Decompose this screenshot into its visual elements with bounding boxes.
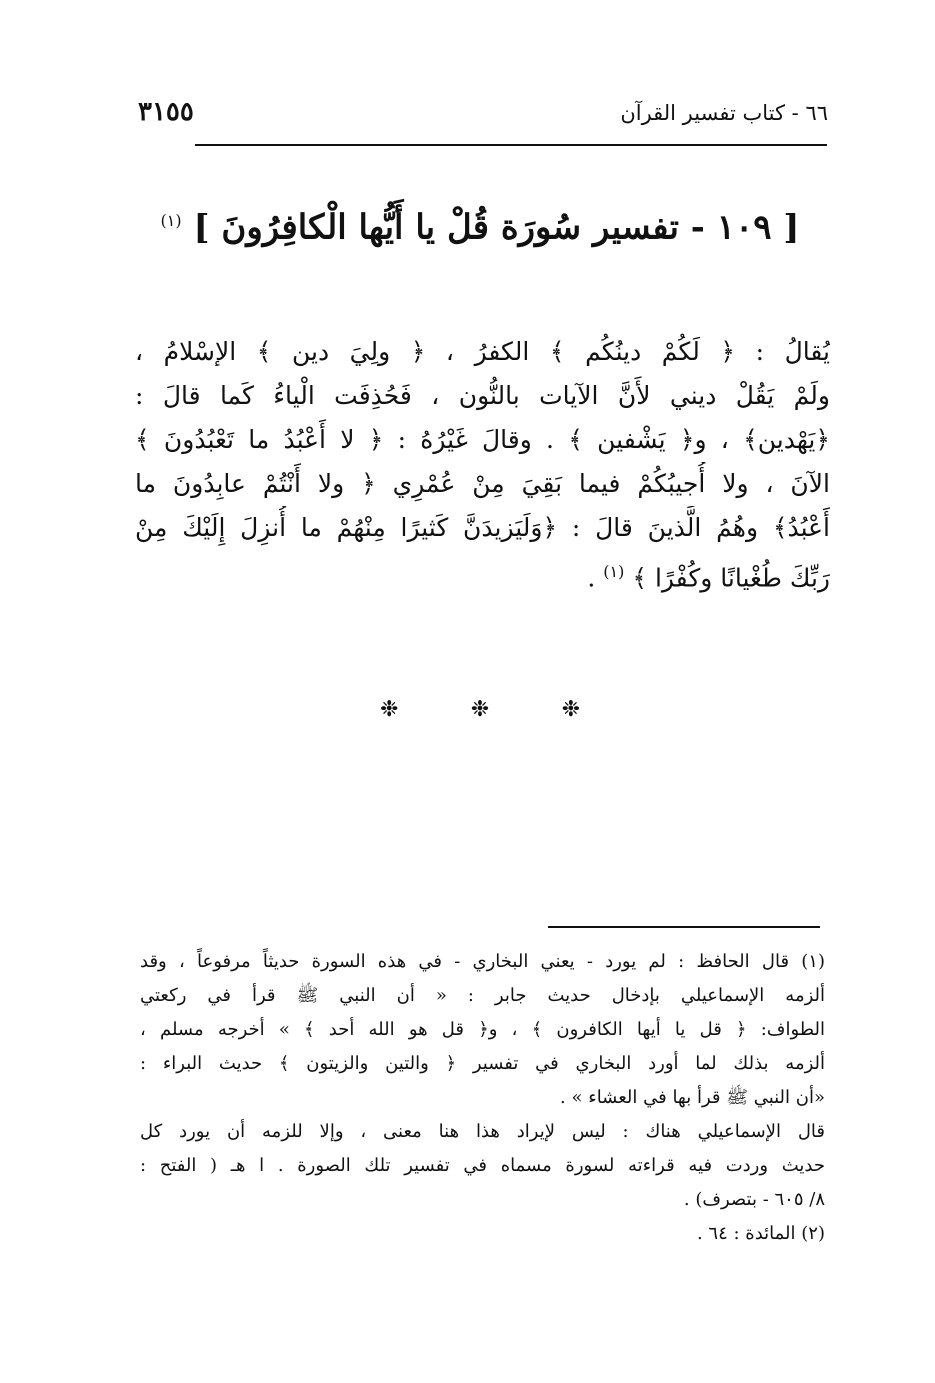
- text-line: يُقالُ : ﴿ لَكُمْ دينُكُم ﴾ الكفرُ ، ﴿ ولِيَ دين ﴾ الإسْلامُ ،: [135, 337, 830, 366]
- line-end-period: .: [587, 563, 596, 593]
- page-number: ٣١٥٥: [138, 97, 194, 127]
- footnote-line: ٨/ ٦٠٥ - بتصرف) .: [683, 1189, 825, 1210]
- footnote-line: ألزمه الإسماعيلي بإدخال حديث جابر : « أن النبي ﷺ قرأ في ركعتي: [140, 985, 825, 1006]
- body-footnote-ref: (١): [603, 562, 625, 581]
- footnote-line: ألزمه بذلك لما أورد البخاري في تفسير ﴿ والتين والزيتون ﴾ حديث البراء :: [140, 1053, 825, 1074]
- title-footnote-ref: (١): [160, 211, 182, 230]
- footnote-line: (٢) المائدة : ٦٤ .: [696, 1223, 825, 1244]
- header-rule: [195, 144, 827, 146]
- flower-ornament-icon: ❉: [561, 697, 580, 722]
- running-header: [138, 98, 828, 138]
- surah-title-text: [ ١٠٩ - تفسير سُورَة قُلْ يا أَيُّها الْكافِرُونَ ]: [193, 207, 800, 248]
- text-line-last: [135, 550, 830, 600]
- surah-title: [150, 195, 810, 253]
- footnote-line: حديث وردت فيه قراءته لسورة مسماه في تفسير تلك الصورة . ا هـ ( الفتح :: [140, 1155, 825, 1176]
- footnote-line: (١) قال الحافظ : لم يورد - يعني البخاري - في هذه السورة حديثاً مرفوعاً ، وقد: [140, 951, 825, 972]
- footnote-line: قال الإسماعيلي هناك : ليس لإيراد هذا هنا معنى ، وإلا للزمه أن يورد كل: [140, 1121, 825, 1142]
- footnotes: [140, 945, 825, 1251]
- text-line-final: رَبِّكَ طُغْيانًا وكُفْرًا ﴾: [632, 563, 830, 593]
- text-line: الآنَ ، ولا أُجيبُكُمْ فيما بَقِيَ مِنْ عُمْرِي ﴿ ولا أَنْتُمْ عابِدُونَ ما: [135, 469, 830, 498]
- flower-ornament-icon: ❉: [470, 697, 490, 722]
- footnote-line: الطواف: ﴿ قل يا أيها الكافرون ﴾ ، و﴿ قل هو الله أحد ﴾ » أخرجه مسلم ،: [140, 1019, 825, 1040]
- main-text: [135, 330, 830, 600]
- text-line: أَعْبُدُ﴾ وهُمُ الَّذينَ قالَ : ﴿وَلَيَزيدَنَّ كَثيرًا مِنْهُمْ ما أُنزِلَ إِلَيْكَ مِنْ: [135, 513, 830, 542]
- flower-ornament-icon: ❉: [380, 697, 399, 722]
- footnote-rule: [548, 926, 820, 928]
- chapter-heading: ٦٦ - كتاب تفسير القرآن: [620, 101, 828, 125]
- text-line: ولَمْ يَقُلْ ديني لأَنَّ الآيات بالنُّون ، فَحُذِفَت الْياءُ كَما قالَ :: [135, 381, 830, 410]
- footnote-line: «أن النبي ﷺ قرأ بها في العشاء » .: [560, 1087, 825, 1108]
- text-line: ﴿يَهْدين﴾ ، و﴿ يَشْفين ﴾ . وقالَ غَيْرُهُ : ﴿ لا أَعْبُدُ ما تَعْبُدُونَ ﴾: [135, 425, 830, 454]
- section-separator: [380, 695, 580, 725]
